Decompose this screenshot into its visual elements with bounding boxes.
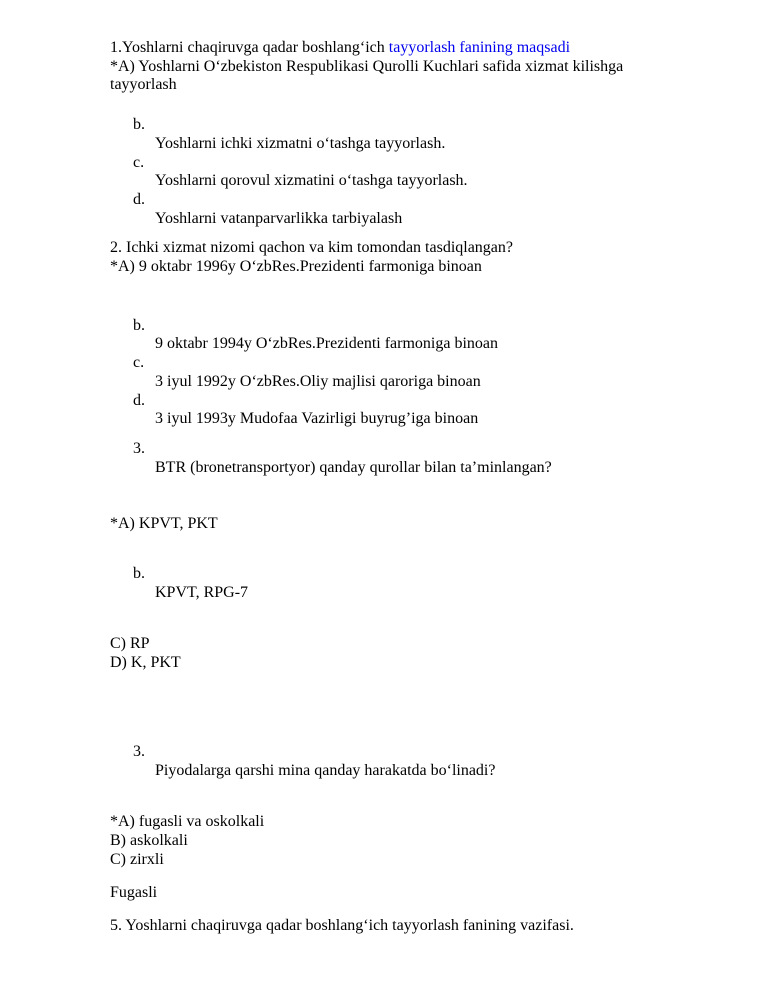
option-marker: d. <box>133 190 145 208</box>
question-5: 5. Yoshlarni chaqiruvga qadar boshlang‘ich tayyorlash fanining vazifasi. <box>110 917 574 935</box>
question-3-option-b <box>110 565 672 602</box>
question-2: 2. Ichki xizmat nizomi qachon va kim tomondan tasdiqlangan? <box>110 239 514 257</box>
question-4-option-b: B) askolkali <box>110 831 188 849</box>
question-3-answer-a: *A) KPVT, PKT <box>110 515 218 533</box>
option-text: Yoshlarni qorovul xizmatini o‘tashga tayyorlash. <box>155 172 468 190</box>
option-text: 3 iyul 1993y Mudofaa Vazirligi buyrug’iga binoan <box>155 410 479 428</box>
question-4-marker: 3. <box>133 742 145 760</box>
option-text: KPVT, RPG-7 <box>155 583 249 601</box>
question-1 <box>110 39 672 58</box>
option-text: Yoshlarni vatanparvarlikka tarbiyalash <box>155 209 403 227</box>
question-4 <box>110 743 672 780</box>
option-marker: b. <box>133 565 145 583</box>
question-1-options <box>110 116 672 228</box>
question-1-text: 1.Yoshlarni chaqiruvga qadar boshlang‘ich <box>110 39 389 56</box>
option-marker: c. <box>133 354 145 372</box>
option-marker: b. <box>133 116 145 134</box>
option-text: 3 iyul 1992y O‘zbRes.Oliy majlisi qaroriga binoan <box>155 372 481 390</box>
question-3-text: BTR (bronetransportyor) qanday qurollar bilan ta’minlangan? <box>155 458 552 476</box>
question-4-answer-a: *A) fugasli va oskolkali <box>110 813 265 831</box>
question-4-extra-text: Fugasli <box>110 884 158 902</box>
question-4-option-c: C) zirxli <box>110 850 164 868</box>
question-3-marker: 3. <box>133 439 145 457</box>
question-3 <box>110 440 672 477</box>
question-1-answer-a: *A) Yoshlarni O‘zbekiston Respublikasi Qurolli Kuchlari safida xizmat kilishga tayyorlash <box>110 57 624 94</box>
option-text: Yoshlarni ichki xizmatni o‘tashga tayyorlash. <box>155 134 446 152</box>
option-marker: c. <box>133 153 145 171</box>
option-text: 9 oktabr 1994y O‘zbRes.Prezidenti farmoniga binoan <box>155 335 499 353</box>
option-marker: b. <box>133 316 145 334</box>
question-3-option-d: D) K, PKT <box>110 654 181 672</box>
question-1-link[interactable]: tayyorlash fanining maqsadi <box>388 39 571 56</box>
question-3-option-c: C) RP <box>110 635 150 653</box>
question-2-answer-a: *A) 9 oktabr 1996y O‘zbRes.Prezidenti farmoniga binoan <box>110 258 482 276</box>
question-2-options <box>110 317 672 429</box>
question-4-text: Piyodalarga qarshi mina qanday harakatda bo‘linadi? <box>155 761 496 779</box>
option-marker: d. <box>133 391 145 409</box>
